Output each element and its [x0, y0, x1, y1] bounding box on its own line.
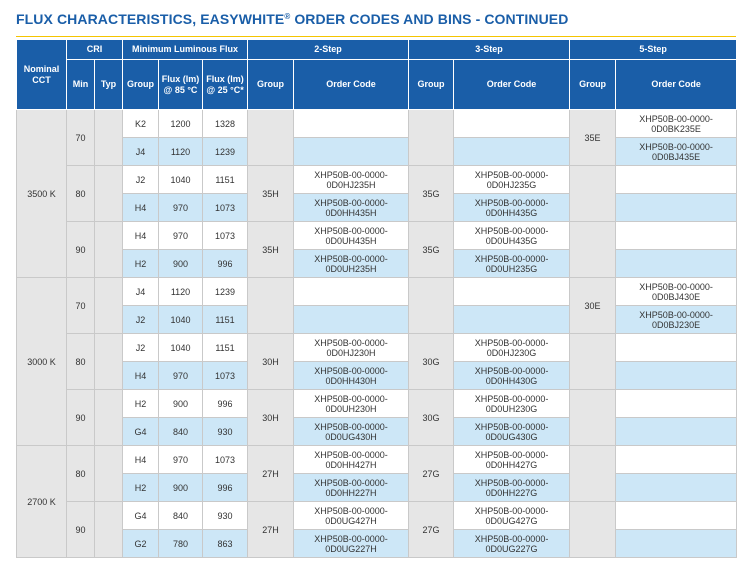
header-nominal-cct: Nominal CCT: [17, 40, 67, 110]
step2-code-cell: XHP50B-00-0000-0D0UH435H: [294, 222, 409, 250]
step2-group-cell: [248, 110, 294, 166]
flux-25-cell: 1239: [203, 278, 248, 306]
step2-code-cell: [294, 278, 409, 306]
step5-code-cell: XHP50B-00-0000-0D0BK235E: [616, 110, 737, 138]
step3-code-cell: XHP50B-00-0000-0D0HJ230G: [454, 334, 570, 362]
flux-25-cell: 1151: [203, 306, 248, 334]
flux-group-cell: K2: [123, 110, 159, 138]
step5-code-cell: [616, 474, 737, 502]
step2-code-cell: XHP50B-00-0000-0D0UG430H: [294, 418, 409, 446]
flux-25-cell: 1073: [203, 446, 248, 474]
header-flux-85: Flux (lm) @ 85 °C: [159, 60, 203, 110]
flux-order-code-table: [16, 39, 737, 558]
step2-group-cell: 27H: [248, 446, 294, 502]
step5-code-cell: XHP50B-00-0000-0D0BJ430E: [616, 278, 737, 306]
flux-group-cell: J2: [123, 166, 159, 194]
step3-code-cell: [454, 138, 570, 166]
step5-group-cell: [570, 390, 616, 446]
header-5-step-order-code: Order Code: [616, 60, 737, 110]
flux-25-cell: 996: [203, 390, 248, 418]
flux-85-cell: 1040: [159, 306, 203, 334]
header-3-step-group: Group: [409, 60, 454, 110]
step2-code-cell: XHP50B-00-0000-0D0HH430H: [294, 362, 409, 390]
flux-85-cell: 840: [159, 418, 203, 446]
cri-min-cell: 70: [67, 110, 95, 166]
flux-25-cell: 1328: [203, 110, 248, 138]
step5-code-cell: [616, 362, 737, 390]
step2-code-cell: XHP50B-00-0000-0D0UH230H: [294, 390, 409, 418]
step5-code-cell: [616, 334, 737, 362]
cri-typ-cell: [95, 502, 123, 558]
header-flux-25: Flux (lm) @ 25 °C*: [203, 60, 248, 110]
header-cri-min: Min: [67, 60, 95, 110]
header-2-step-order-code: Order Code: [294, 60, 409, 110]
flux-85-cell: 780: [159, 530, 203, 558]
step5-code-cell: XHP50B-00-0000-0D0BJ435E: [616, 138, 737, 166]
flux-85-cell: 1040: [159, 166, 203, 194]
step2-group-cell: 30H: [248, 390, 294, 446]
flux-85-cell: 840: [159, 502, 203, 530]
header-5-step-group: Group: [570, 60, 616, 110]
step2-code-cell: XHP50B-00-0000-0D0UG427H: [294, 502, 409, 530]
step5-code-cell: [616, 530, 737, 558]
flux-25-cell: 930: [203, 418, 248, 446]
flux-group-cell: J4: [123, 278, 159, 306]
cri-typ-cell: [95, 110, 123, 166]
flux-group-cell: J2: [123, 334, 159, 362]
cri-min-cell: 80: [67, 446, 95, 502]
flux-85-cell: 1120: [159, 138, 203, 166]
step3-code-cell: XHP50B-00-0000-0D0HJ235G: [454, 166, 570, 194]
step2-code-cell: XHP50B-00-0000-0D0HH427H: [294, 446, 409, 474]
flux-25-cell: 863: [203, 530, 248, 558]
step5-group-cell: [570, 446, 616, 502]
flux-85-cell: 900: [159, 474, 203, 502]
step2-group-cell: 35H: [248, 222, 294, 278]
header-cri: CRI: [67, 40, 123, 60]
step2-code-cell: [294, 138, 409, 166]
flux-85-cell: 1040: [159, 334, 203, 362]
step2-code-cell: XHP50B-00-0000-0D0HJ235H: [294, 166, 409, 194]
step5-group-cell: [570, 502, 616, 558]
cri-min-cell: 90: [67, 502, 95, 558]
step5-group-cell: [570, 222, 616, 278]
header-2-step-group: Group: [248, 60, 294, 110]
step5-group-cell: 30E: [570, 278, 616, 334]
step5-code-cell: [616, 222, 737, 250]
cri-typ-cell: [95, 334, 123, 390]
step5-code-cell: [616, 446, 737, 474]
step2-group-cell: 30H: [248, 334, 294, 390]
step3-code-cell: XHP50B-00-0000-0D0UH230G: [454, 390, 570, 418]
step5-code-cell: [616, 418, 737, 446]
step3-code-cell: XHP50B-00-0000-0D0HH435G: [454, 194, 570, 222]
flux-group-cell: H2: [123, 474, 159, 502]
header-cri-typ: Typ: [95, 60, 123, 110]
cri-min-cell: 80: [67, 166, 95, 222]
step5-group-cell: [570, 166, 616, 222]
step3-group-cell: 27G: [409, 502, 454, 558]
cri-typ-cell: [95, 446, 123, 502]
cct-cell: 3500 K: [17, 110, 67, 278]
flux-25-cell: 1073: [203, 222, 248, 250]
cri-min-cell: 90: [67, 390, 95, 446]
step2-code-cell: XHP50B-00-0000-0D0HJ230H: [294, 334, 409, 362]
flux-25-cell: 930: [203, 502, 248, 530]
step2-code-cell: XHP50B-00-0000-0D0HH227H: [294, 474, 409, 502]
step2-code-cell: XHP50B-00-0000-0D0UH235H: [294, 250, 409, 278]
step2-code-cell: XHP50B-00-0000-0D0HH435H: [294, 194, 409, 222]
flux-85-cell: 970: [159, 194, 203, 222]
flux-85-cell: 900: [159, 390, 203, 418]
step2-code-cell: XHP50B-00-0000-0D0UG227H: [294, 530, 409, 558]
step5-code-cell: [616, 250, 737, 278]
step3-code-cell: [454, 278, 570, 306]
header-min-flux: Minimum Luminous Flux: [123, 40, 248, 60]
flux-25-cell: 1239: [203, 138, 248, 166]
step5-code-cell: [616, 166, 737, 194]
header-5-step: 5-Step: [570, 40, 737, 60]
flux-85-cell: 970: [159, 222, 203, 250]
step3-code-cell: XHP50B-00-0000-0D0UG430G: [454, 418, 570, 446]
flux-group-cell: H4: [123, 222, 159, 250]
flux-group-cell: G4: [123, 418, 159, 446]
cri-min-cell: 80: [67, 334, 95, 390]
step3-code-cell: [454, 306, 570, 334]
flux-85-cell: 1120: [159, 278, 203, 306]
step2-group-cell: [248, 278, 294, 334]
step3-group-cell: 30G: [409, 334, 454, 390]
flux-85-cell: 900: [159, 250, 203, 278]
title-underline: [16, 36, 736, 37]
cri-typ-cell: [95, 166, 123, 222]
step3-code-cell: [454, 110, 570, 138]
step5-code-cell: [616, 390, 737, 418]
step3-group-cell: 30G: [409, 390, 454, 446]
flux-25-cell: 996: [203, 250, 248, 278]
step3-code-cell: XHP50B-00-0000-0D0UH435G: [454, 222, 570, 250]
header-3-step-order-code: Order Code: [454, 60, 570, 110]
flux-group-cell: G2: [123, 530, 159, 558]
step3-code-cell: XHP50B-00-0000-0D0HH227G: [454, 474, 570, 502]
step3-code-cell: XHP50B-00-0000-0D0HH430G: [454, 362, 570, 390]
cri-typ-cell: [95, 390, 123, 446]
step2-group-cell: 27H: [248, 502, 294, 558]
cri-typ-cell: [95, 222, 123, 278]
step2-group-cell: 35H: [248, 166, 294, 222]
step2-code-cell: [294, 306, 409, 334]
flux-group-cell: J4: [123, 138, 159, 166]
step3-group-cell: 35G: [409, 222, 454, 278]
flux-group-cell: J2: [123, 306, 159, 334]
flux-25-cell: 1151: [203, 334, 248, 362]
header-group: Group: [123, 60, 159, 110]
flux-group-cell: H2: [123, 390, 159, 418]
step3-code-cell: XHP50B-00-0000-0D0HH427G: [454, 446, 570, 474]
flux-25-cell: 996: [203, 474, 248, 502]
step3-code-cell: XHP50B-00-0000-0D0UG227G: [454, 530, 570, 558]
step3-group-cell: 35G: [409, 166, 454, 222]
cri-typ-cell: [95, 278, 123, 334]
flux-85-cell: 970: [159, 362, 203, 390]
flux-group-cell: H4: [123, 194, 159, 222]
flux-85-cell: 1200: [159, 110, 203, 138]
flux-25-cell: 1073: [203, 362, 248, 390]
step5-group-cell: 35E: [570, 110, 616, 166]
flux-group-cell: H2: [123, 250, 159, 278]
step3-group-cell: [409, 278, 454, 334]
step2-code-cell: [294, 110, 409, 138]
step5-code-cell: [616, 502, 737, 530]
step3-group-cell: 27G: [409, 446, 454, 502]
cri-min-cell: 90: [67, 222, 95, 278]
step3-code-cell: XHP50B-00-0000-0D0UG427G: [454, 502, 570, 530]
flux-group-cell: H4: [123, 446, 159, 474]
header-2-step: 2-Step: [248, 40, 409, 60]
flux-85-cell: 970: [159, 446, 203, 474]
header-3-step: 3-Step: [409, 40, 570, 60]
step5-code-cell: [616, 194, 737, 222]
step3-group-cell: [409, 110, 454, 166]
flux-25-cell: 1151: [203, 166, 248, 194]
step3-code-cell: XHP50B-00-0000-0D0UH235G: [454, 250, 570, 278]
page-title: FLUX CHARACTERISTICS, EASYWHITE® ORDER CODES AND BINS - CONTINUED: [16, 11, 569, 27]
step5-code-cell: XHP50B-00-0000-0D0BJ230E: [616, 306, 737, 334]
cct-cell: 2700 K: [17, 446, 67, 558]
cri-min-cell: 70: [67, 278, 95, 334]
step5-group-cell: [570, 334, 616, 390]
flux-25-cell: 1073: [203, 194, 248, 222]
flux-group-cell: G4: [123, 502, 159, 530]
cct-cell: 3000 K: [17, 278, 67, 446]
flux-group-cell: H4: [123, 362, 159, 390]
